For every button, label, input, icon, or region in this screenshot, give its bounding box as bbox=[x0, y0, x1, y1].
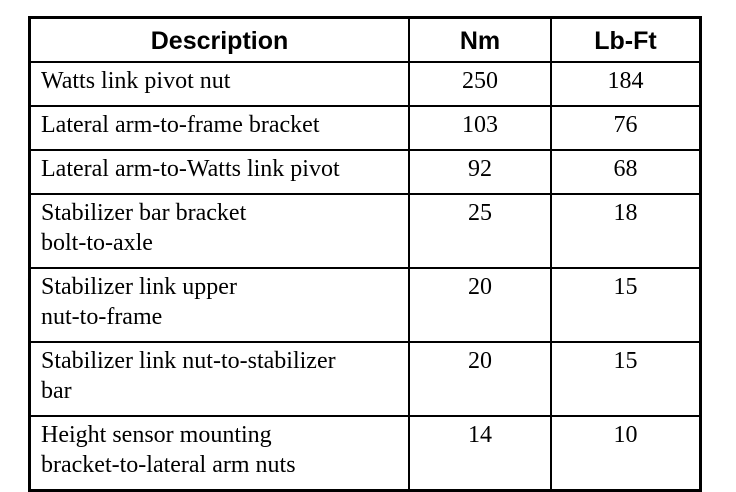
header-lbft: Lb-Ft bbox=[551, 19, 699, 62]
description-line: nut-to-frame bbox=[41, 304, 163, 330]
row-lbft-value: 184 bbox=[551, 62, 699, 106]
row-nm-value: 92 bbox=[409, 150, 551, 194]
row-nm-value: 20 bbox=[409, 342, 551, 416]
description-line: Lateral arm-to-Watts link pivot bbox=[41, 156, 340, 182]
torque-table bbox=[31, 19, 699, 489]
table-row bbox=[31, 342, 699, 416]
row-lbft-value: 18 bbox=[551, 194, 699, 268]
table-row bbox=[31, 62, 699, 106]
torque-specification-table bbox=[28, 16, 702, 492]
description-line: Watts link pivot nut bbox=[41, 68, 231, 94]
row-nm-value: 103 bbox=[409, 106, 551, 150]
row-lbft-value: 68 bbox=[551, 150, 699, 194]
row-nm-value: 25 bbox=[409, 194, 551, 268]
row-nm-value: 20 bbox=[409, 268, 551, 342]
description-line: Height sensor mounting bbox=[41, 422, 272, 448]
table-row bbox=[31, 268, 699, 342]
row-description bbox=[31, 416, 409, 489]
row-lbft-value: 76 bbox=[551, 106, 699, 150]
row-lbft-value: 15 bbox=[551, 268, 699, 342]
header-nm: Nm bbox=[409, 19, 551, 62]
table-row bbox=[31, 194, 699, 268]
description-line: bar bbox=[41, 378, 72, 404]
row-description bbox=[31, 268, 409, 342]
row-lbft-value: 15 bbox=[551, 342, 699, 416]
header-row bbox=[31, 19, 699, 62]
row-description bbox=[31, 62, 409, 106]
description-line: Lateral arm-to-frame bracket bbox=[41, 112, 320, 138]
description-line: Stabilizer link upper bbox=[41, 274, 237, 300]
row-description bbox=[31, 194, 409, 268]
row-description bbox=[31, 106, 409, 150]
header-description: Description bbox=[31, 19, 409, 62]
row-nm-value: 14 bbox=[409, 416, 551, 489]
table-row bbox=[31, 416, 699, 489]
description-line: bracket-to-lateral arm nuts bbox=[41, 452, 296, 478]
row-lbft-value: 10 bbox=[551, 416, 699, 489]
row-description bbox=[31, 150, 409, 194]
description-line: bolt-to-axle bbox=[41, 230, 153, 256]
table-row bbox=[31, 106, 699, 150]
description-line: Stabilizer link nut-to-stabilizer bbox=[41, 348, 336, 374]
description-line: Stabilizer bar bracket bbox=[41, 200, 247, 226]
row-nm-value: 250 bbox=[409, 62, 551, 106]
row-description bbox=[31, 342, 409, 416]
table-row bbox=[31, 150, 699, 194]
